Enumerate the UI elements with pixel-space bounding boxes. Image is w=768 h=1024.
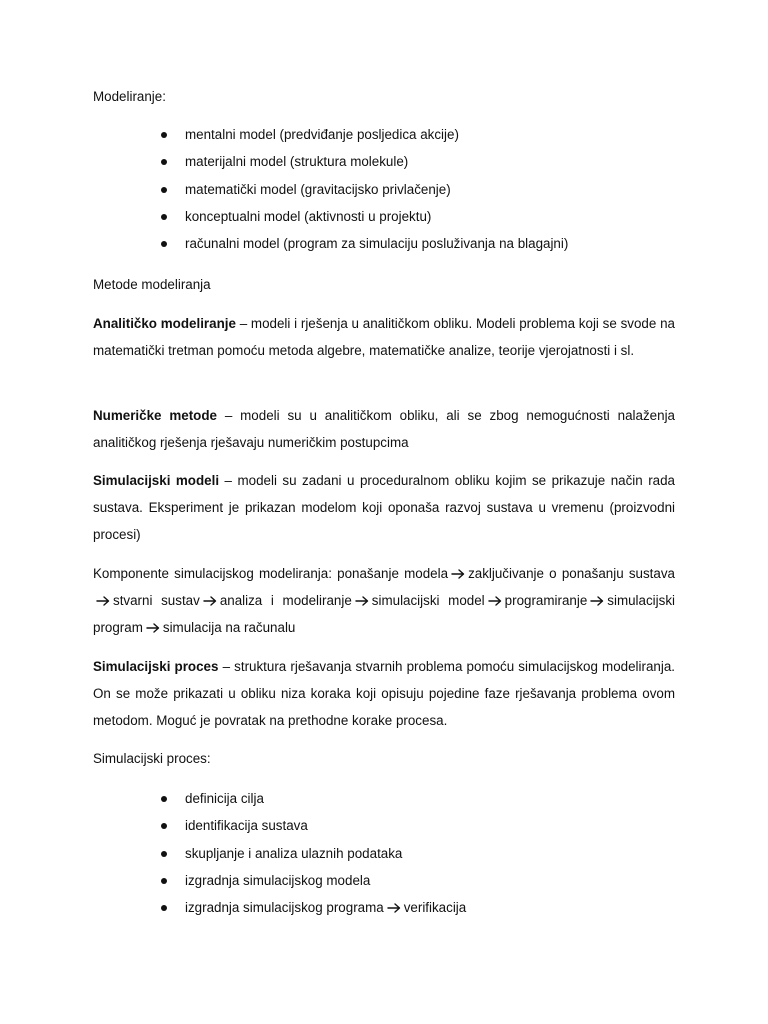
paragraph-komponente: [93, 560, 675, 641]
paragraph-simulacijski-proces: [93, 653, 675, 734]
text-simulacijski-modeli: – modeli su zadani u proceduralnom obliku kojim se prikazuje način rada sustava. Eksperiment je prikazan modelom koji oponaša razvoj sustava u vremenu (proizvodni procesi): [93, 473, 675, 542]
komponente-step: stvarni sustav: [113, 593, 200, 608]
term-simulacijski-modeli: Simulacijski modeli: [93, 473, 220, 488]
list-item-text: materijalni model (struktura molekule): [185, 154, 409, 170]
list-item-text: identifikacija sustava: [185, 818, 308, 834]
heading-modeliranje: Modeliranje:: [93, 89, 166, 104]
list-item-text: mentalni model (predviđanje posljedica akcije): [185, 127, 459, 142]
step-suffix: verifikacija: [403, 900, 467, 916]
right-arrow-icon: [203, 596, 217, 606]
list-item-text: definicija cilja: [185, 791, 264, 806]
models-list: [93, 126, 675, 262]
bullet-icon: [161, 905, 167, 911]
text-simulacijski-proces: – struktura rješavanja stvarnih problema pomoću simulacijskog modeliranja. On se može prikazati u obliku niza koraka koji opisuju pojedine faze rješavanja problema ovom metodom. Moguć je povratak na prethodne korake procesa.: [93, 659, 675, 728]
term-simulacijski-proces: Simulacijski proces: [93, 659, 219, 674]
bullet-icon: [161, 878, 167, 884]
bullet-icon: [161, 851, 167, 857]
list-item-text: [185, 899, 466, 917]
komponente-intro: Komponente simulacijskog modeliranja: ponašanje modela: [93, 566, 449, 581]
list-item: [93, 235, 675, 262]
bullet-icon: [161, 823, 167, 829]
komponente-step: simulacijski program: [93, 593, 675, 635]
list-item: [93, 872, 675, 899]
komponente-step: zaključivanje o ponašanju sustava: [468, 566, 675, 581]
paragraph-numericke: [93, 402, 675, 456]
list-item-text: skupljanje i analiza ulaznih podataka: [185, 845, 403, 861]
list-item-text: matematički model (gravitacijsko privlačenje): [185, 181, 451, 197]
list-item-text: izgradnja simulacijskog modela: [185, 872, 371, 888]
text-analiticko: – modeli i rješenja u analitičkom obliku. Modeli problema koji se svode na matematički tretman pomoću metoda algebre, matematičke analize, teorije vjerojatnosti i sl.: [93, 316, 675, 358]
list-item: [93, 899, 675, 926]
list-item: [93, 845, 675, 872]
list-item: [93, 126, 675, 153]
paragraph-analiticko: [93, 310, 675, 364]
komponente-step: simulacijski model: [371, 593, 485, 608]
bullet-icon: [161, 796, 167, 802]
bullet-icon: [161, 132, 167, 138]
heading-simulacijski-proces: Simulacijski proces:: [93, 751, 211, 766]
list-item-text: računalni model (program za simulaciju posluživanja na blagajni): [185, 236, 569, 252]
right-arrow-icon: [451, 569, 465, 579]
komponente-step: simulacija na računalu: [162, 620, 296, 635]
bullet-icon: [161, 241, 167, 247]
list-item: [93, 181, 675, 208]
list-item: [93, 790, 675, 817]
bullet-icon: [161, 214, 167, 220]
bullet-icon: [161, 159, 167, 165]
term-analiticko: Analitičko modeliranje: [93, 316, 236, 331]
list-item-text: konceptualni model (aktivnosti u projektu): [185, 208, 432, 224]
list-item: [93, 153, 675, 180]
list-item: [93, 817, 675, 844]
text-numericke: – modeli su u analitičkom obliku, ali se zbog nemogućnosti nalaženja analitičkog rješenja rješavaju numeričkim postupcima: [93, 408, 675, 450]
bullet-icon: [161, 187, 167, 193]
right-arrow-icon: [355, 596, 369, 606]
right-arrow-icon: [146, 623, 160, 633]
komponente-step: programiranje: [504, 593, 588, 608]
komponente-step: analiza i modeliranje: [219, 593, 352, 608]
right-arrow-icon: [590, 596, 604, 606]
right-arrow-icon: [96, 596, 110, 606]
term-numericke: Numeričke metode: [93, 408, 217, 423]
right-arrow-icon: [387, 903, 401, 913]
heading-metode: Metode modeliranja: [93, 277, 211, 292]
paragraph-simulacijski-modeli: [93, 467, 675, 548]
steps-list: [93, 790, 675, 926]
step-label: izgradnja simulacijskog programa: [185, 900, 384, 916]
right-arrow-icon: [488, 596, 502, 606]
list-item: [93, 208, 675, 235]
